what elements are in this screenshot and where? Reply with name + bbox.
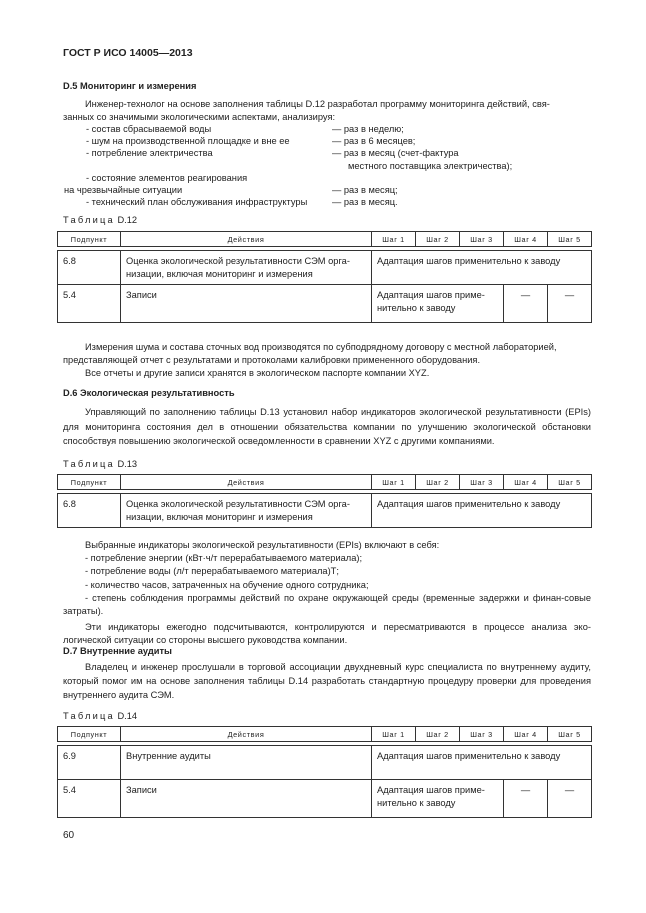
table-d14-caption bbox=[63, 710, 137, 723]
header-step4: Шаг 4 bbox=[504, 475, 548, 490]
header-subitem: Подпункт bbox=[58, 475, 121, 490]
epis-block bbox=[63, 539, 591, 648]
header-step2: Шаг 2 bbox=[416, 727, 460, 742]
epi-item: - степень соблюдения программы действий по охране окружающей среды (временные задержки и финан-совые затраты). bbox=[63, 592, 591, 617]
plan-item: - состав сбрасываемой воды bbox=[86, 124, 212, 134]
plan-row bbox=[86, 172, 591, 184]
epi-item: - количество часов, затраченных на обучение одного сотрудника; bbox=[85, 579, 369, 590]
header-step1: Шаг 1 bbox=[372, 232, 416, 247]
epi-item: - потребление воды (л/т перерабатываемого материала)Т; bbox=[85, 566, 339, 577]
plan-item: - состояние элементов реагирования bbox=[86, 172, 248, 183]
row-steps: Адаптация шагов приме-нительно к заводу bbox=[372, 780, 504, 818]
table-row bbox=[58, 494, 592, 528]
table-d12-caption bbox=[63, 214, 137, 227]
table-d13-caption bbox=[63, 458, 137, 471]
row-step4: — bbox=[504, 780, 548, 818]
section-d6-heading: D.6 Экологическая результативность bbox=[63, 388, 235, 398]
section-d7-heading: D.7 Внутренние аудиты bbox=[63, 646, 172, 656]
epi-item: - потребление энергии (кВт·ч/т перерабатываемого материала); bbox=[85, 553, 363, 564]
caption-id: D.13 bbox=[117, 459, 138, 469]
row-steps: Адаптация шагов применительно к заводу bbox=[372, 494, 592, 528]
row-step5: — bbox=[548, 285, 592, 323]
header-step4: Шаг 4 bbox=[504, 232, 548, 247]
header-actions: Действия bbox=[121, 727, 372, 742]
row-action: Оценка экологической результативности СЭМ орга-низации, включая мониторинг и измерения bbox=[121, 251, 372, 285]
row-action: Записи bbox=[121, 780, 372, 818]
header-step1: Шаг 1 bbox=[372, 727, 416, 742]
table-d12 bbox=[57, 231, 592, 323]
row-steps: Адаптация шагов приме-нительно к заводу bbox=[372, 285, 504, 323]
table-header-row bbox=[58, 232, 592, 247]
row-action: Записи bbox=[121, 285, 372, 323]
row-action: Внутренние аудиты bbox=[121, 746, 372, 780]
document-code: ГОСТ Р ИСО 14005—2013 bbox=[63, 47, 193, 59]
row-step4: — bbox=[504, 285, 548, 323]
header-actions: Действия bbox=[121, 232, 372, 247]
caption-prefix: Таблица bbox=[63, 215, 115, 225]
header-step5: Шаг 5 bbox=[548, 727, 592, 742]
plan-row bbox=[86, 160, 591, 172]
plan-row bbox=[86, 147, 591, 159]
plan-item: - шум на производственной площадке и вне ее bbox=[86, 136, 290, 147]
intro-line-2: занных со значимыми экологическими аспектами, анализируя: bbox=[63, 112, 336, 122]
header-step3: Шаг 3 bbox=[460, 475, 504, 490]
plan-row bbox=[86, 135, 591, 147]
monitoring-plan-list bbox=[64, 123, 591, 208]
header-step4: Шаг 4 bbox=[504, 727, 548, 742]
caption-prefix: Таблица bbox=[63, 711, 115, 721]
caption-id: D.12 bbox=[117, 215, 138, 225]
table-row bbox=[58, 780, 592, 818]
row-sub: 6.8 bbox=[58, 494, 121, 528]
row-action: Оценка экологической результативности СЭМ орга-низации, включая мониторинг и измерения bbox=[121, 494, 372, 528]
page-number: 60 bbox=[63, 830, 75, 841]
caption-prefix: Таблица bbox=[63, 459, 115, 469]
row-sub: 6.8 bbox=[58, 251, 121, 285]
row-steps: Адаптация шагов применительно к заводу bbox=[372, 746, 592, 780]
header-step1: Шаг 1 bbox=[372, 475, 416, 490]
row-step5: — bbox=[548, 780, 592, 818]
section-d5-intro bbox=[63, 98, 591, 124]
plan-row bbox=[86, 196, 591, 208]
plan-row bbox=[86, 123, 591, 135]
table-d13 bbox=[57, 474, 592, 528]
header-step3: Шаг 3 bbox=[460, 727, 504, 742]
row-sub: 5.4 bbox=[58, 780, 121, 818]
plan-freq: — раз в неделю; bbox=[332, 124, 404, 134]
header-step2: Шаг 2 bbox=[416, 475, 460, 490]
table-row bbox=[58, 251, 592, 285]
plan-freq: — раз в месяц. bbox=[332, 197, 398, 208]
row-steps: Адаптация шагов применительно к заводу bbox=[372, 251, 592, 285]
intro-line-1: Инженер-технолог на основе заполнения таблицы D.12 разработал программу мониторинга действий, свя- bbox=[85, 99, 550, 109]
header-step2: Шаг 2 bbox=[416, 232, 460, 247]
header-step5: Шаг 5 bbox=[548, 232, 592, 247]
caption-id: D.14 bbox=[117, 711, 138, 721]
table-row bbox=[58, 746, 592, 780]
header-subitem: Подпункт bbox=[58, 727, 121, 742]
section-d5-heading: D.5 Мониторинг и измерения bbox=[63, 81, 197, 91]
header-actions: Действия bbox=[121, 475, 372, 490]
row-sub: 5.4 bbox=[58, 285, 121, 323]
plan-item: на чрезвычайные ситуации bbox=[64, 184, 183, 195]
plan-row bbox=[64, 184, 591, 196]
header-step3: Шаг 3 bbox=[460, 232, 504, 247]
noise-line-1: Измерения шума и состава сточных вод производятся по субподрядному договору с местной лабораторией, bbox=[85, 342, 557, 352]
table-d14 bbox=[57, 726, 592, 818]
row-sub: 6.9 bbox=[58, 746, 121, 780]
section-d6-paragraph: Управляющий по заполнению таблицы D.13 установил набор индикаторов экологической результативности (EPIs) для мониторинга состояния дел в отношении обязательства компании по улучшению экологической обстановки способствуя повышению экологической осведомленности в сравнении XYZ с другими компаниями. bbox=[63, 407, 591, 446]
header-subitem: Подпункт bbox=[58, 232, 121, 247]
table-row bbox=[58, 285, 592, 323]
plan-freq: — раз в месяц (счет-фактура bbox=[332, 148, 459, 159]
noise-line-2: представляющей отчет с результатами и протоколами калибровки примененного оборудования. bbox=[63, 355, 481, 365]
plan-freq: местного поставщика электричества); bbox=[348, 160, 513, 171]
epis-review: Эти индикаторы ежегодно подсчитываются, контролируются и пересматриваются в процессе анализа эко-логической ситуации со стороны высшего руководства компании. bbox=[63, 622, 591, 646]
noise-paragraph bbox=[63, 341, 591, 380]
plan-item: - потребление электричества bbox=[86, 148, 213, 159]
epis-intro: Выбранные индикаторы экологической результативности (EPIs) включают в себя: bbox=[85, 540, 440, 550]
plan-item: - технический план обслуживания инфраструктуры bbox=[86, 197, 308, 208]
table-header-row bbox=[58, 475, 592, 490]
plan-freq: — раз в 6 месяцев; bbox=[332, 136, 416, 147]
section-d7-paragraph: Владелец и инженер прослушали в торговой ассоциации двухдневный курс специалиста по внутреннему аудиту, который помог им на основе заполнения таблицы D.14 разработать стандартную процедуру проверки для проведения внутреннего аудита СЭМ. bbox=[63, 662, 591, 700]
header-step5: Шаг 5 bbox=[548, 475, 592, 490]
plan-freq: — раз в месяц; bbox=[332, 184, 398, 195]
table-header-row bbox=[58, 727, 592, 742]
noise-line-3: Все отчеты и другие записи хранятся в экологическом паспорте компании XYZ. bbox=[85, 368, 430, 378]
